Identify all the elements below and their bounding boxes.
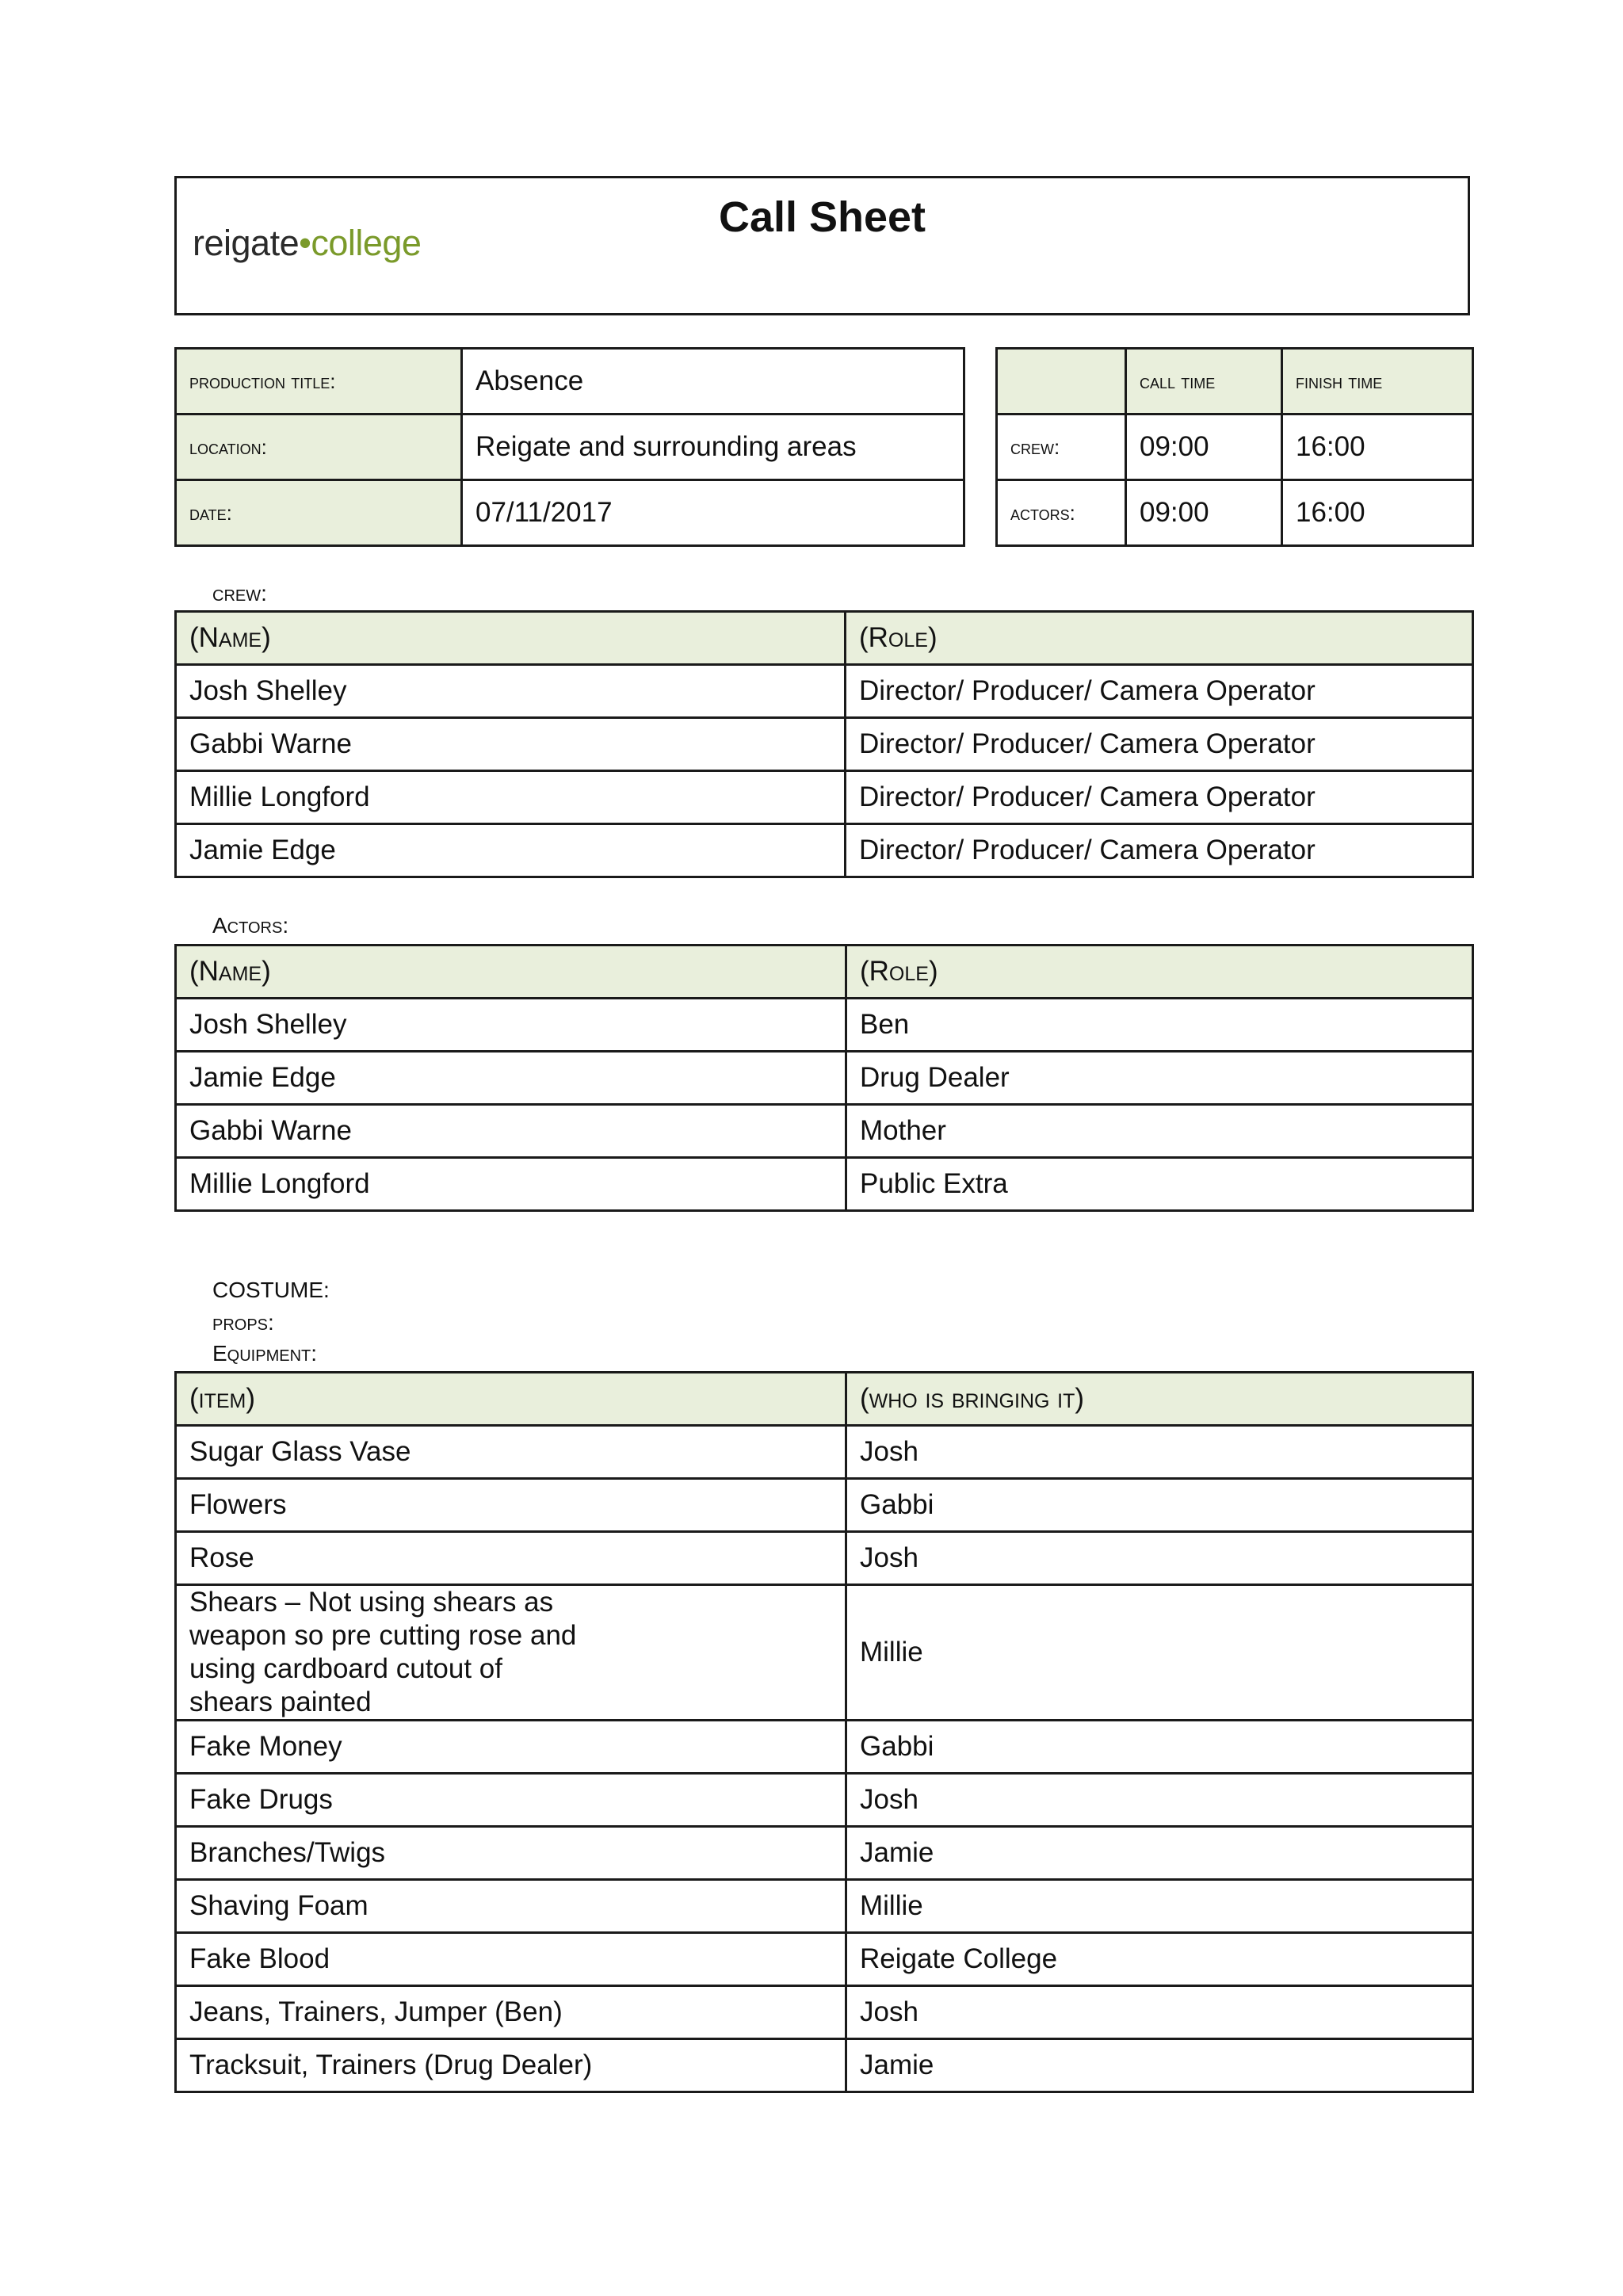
table-row: [176, 1721, 1473, 1774]
equipment-who: Jamie: [846, 2039, 1473, 2092]
equipment-item: Sugar Glass Vase: [176, 1426, 846, 1479]
table-row: [176, 1774, 1473, 1827]
equipment-who: Josh: [846, 1986, 1473, 2039]
crew-table: [174, 610, 1474, 878]
table-row: [176, 2039, 1473, 2092]
crew-header-row: [176, 612, 1473, 665]
header-box: [174, 176, 1470, 315]
crew-name: Jamie Edge: [176, 824, 846, 877]
equipment-who-header: (who is bringing it): [846, 1373, 1473, 1426]
actor-role: Ben: [846, 999, 1473, 1052]
equipment-item-line: shears painted: [189, 1687, 372, 1717]
equipment-item: Jeans, Trainers, Jumper (Ben): [176, 1986, 846, 2039]
times-corner-cell: [997, 349, 1126, 415]
table-row: [176, 1158, 1473, 1211]
table-row: [176, 1585, 1473, 1721]
page-title: Call Sheet: [718, 193, 926, 241]
table-row: [176, 824, 1473, 877]
production-info-table: [174, 347, 965, 547]
table-row: [176, 665, 1473, 718]
call-time-header: call time: [1126, 349, 1282, 415]
location-label: location:: [176, 415, 462, 480]
actors-section-label: Actors:: [212, 913, 289, 938]
actor-name: Josh Shelley: [176, 999, 846, 1052]
equipment-item-line: Shears – Not using shears as: [189, 1587, 554, 1618]
crew-finish-time: 16:00: [1282, 415, 1473, 480]
date-value: 07/11/2017: [462, 480, 964, 546]
crew-call-time: 09:00: [1126, 415, 1282, 480]
actors-table: [174, 944, 1474, 1212]
crew-name: Millie Longford: [176, 771, 846, 824]
equipment-item: Rose: [176, 1532, 846, 1585]
equipment-who: Gabbi: [846, 1479, 1473, 1532]
crew-times-label: crew:: [997, 415, 1126, 480]
crew-role: Director/ Producer/ Camera Operator: [846, 718, 1473, 771]
table-row: [176, 999, 1473, 1052]
production-title-label: production title:: [176, 349, 462, 415]
equipment-header-row: [176, 1373, 1473, 1426]
date-label: date:: [176, 480, 462, 546]
equipment-who: Josh: [846, 1774, 1473, 1827]
equipment-item: Fake Money: [176, 1721, 846, 1774]
costume-label: COSTUME:: [212, 1278, 330, 1302]
production-title-row: [176, 349, 964, 415]
equipment-item: Shaving Foam: [176, 1880, 846, 1933]
table-row: [176, 1426, 1473, 1479]
actor-role: Mother: [846, 1105, 1473, 1158]
finish-time-header: finish time: [1282, 349, 1473, 415]
table-row: [176, 718, 1473, 771]
reigate-college-logo: reigate•college: [193, 223, 422, 263]
equipment-who: Millie: [846, 1585, 1473, 1721]
table-row: [176, 771, 1473, 824]
equipment-table: [174, 1371, 1474, 2093]
equipment-who: Millie: [846, 1880, 1473, 1933]
table-row: [176, 1880, 1473, 1933]
location-row: [176, 415, 964, 480]
equipment-who: Jamie: [846, 1827, 1473, 1880]
crew-name: Gabbi Warne: [176, 718, 846, 771]
actor-name: Gabbi Warne: [176, 1105, 846, 1158]
table-row: [176, 1532, 1473, 1585]
times-table: [995, 347, 1474, 547]
actors-name-header: (Name): [176, 946, 846, 999]
equipment-who: Gabbi: [846, 1721, 1473, 1774]
actors-role-header: (Role): [846, 946, 1473, 999]
equipment-item: Branches/Twigs: [176, 1827, 846, 1880]
equipment-label: Equipment:: [212, 1341, 318, 1366]
equipment-who: Josh: [846, 1532, 1473, 1585]
times-header-row: [997, 349, 1473, 415]
crew-section-label: crew:: [212, 581, 267, 606]
equipment-who: Josh: [846, 1426, 1473, 1479]
equipment-item: Fake Drugs: [176, 1774, 846, 1827]
location-value: Reigate and surrounding areas: [462, 415, 964, 480]
props-label: props:: [212, 1310, 274, 1335]
date-row: [176, 480, 964, 546]
crew-times-row: [997, 415, 1473, 480]
actor-name: Jamie Edge: [176, 1052, 846, 1105]
crew-role: Director/ Producer/ Camera Operator: [846, 665, 1473, 718]
crew-name: Josh Shelley: [176, 665, 846, 718]
crew-role: Director/ Producer/ Camera Operator: [846, 771, 1473, 824]
crew-role: Director/ Producer/ Camera Operator: [846, 824, 1473, 877]
table-row: [176, 1105, 1473, 1158]
crew-role-header: (Role): [846, 612, 1473, 665]
equipment-item-header: (item): [176, 1373, 846, 1426]
actors-header-row: [176, 946, 1473, 999]
crew-name-header: (Name): [176, 612, 846, 665]
table-row: [176, 1479, 1473, 1532]
equipment-who: Reigate College: [846, 1933, 1473, 1986]
equipment-item-line: using cardboard cutout of: [189, 1653, 502, 1684]
equipment-item: Fake Blood: [176, 1933, 846, 1986]
table-row: [176, 1933, 1473, 1986]
production-title-value: Absence: [462, 349, 964, 415]
actors-times-label: actors:: [997, 480, 1126, 546]
equipment-item-line: weapon so pre cutting rose and: [189, 1620, 577, 1651]
actor-role: Drug Dealer: [846, 1052, 1473, 1105]
equipment-item: [176, 1585, 846, 1721]
actor-role: Public Extra: [846, 1158, 1473, 1211]
table-row: [176, 1986, 1473, 2039]
equipment-item: Flowers: [176, 1479, 846, 1532]
table-row: [176, 1827, 1473, 1880]
equipment-item: Tracksuit, Trainers (Drug Dealer): [176, 2039, 846, 2092]
actor-name: Millie Longford: [176, 1158, 846, 1211]
table-row: [176, 1052, 1473, 1105]
actors-times-row: [997, 480, 1473, 546]
actors-finish-time: 16:00: [1282, 480, 1473, 546]
actors-call-time: 09:00: [1126, 480, 1282, 546]
